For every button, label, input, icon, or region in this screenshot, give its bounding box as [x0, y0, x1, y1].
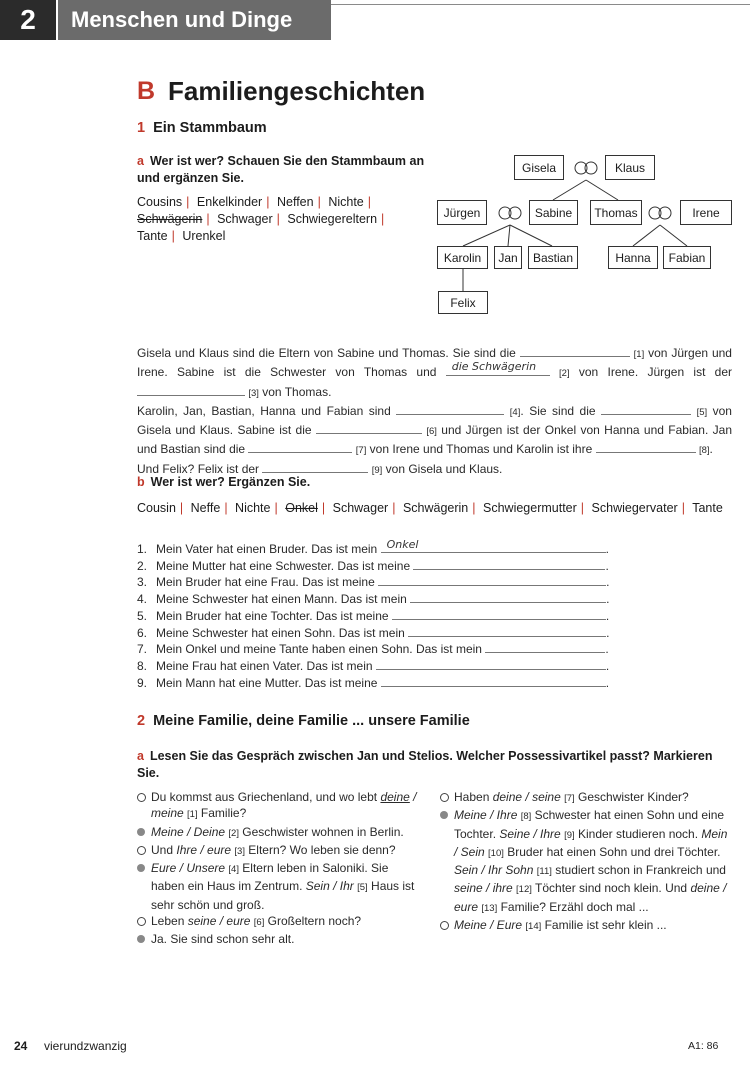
item-number: 5. [137, 608, 148, 623]
answer-line[interactable] [381, 538, 606, 553]
gap-number: [7] [355, 445, 367, 457]
item-text: Mein Mann hat eine Mutter. Das ist meine [156, 675, 381, 690]
task-text: Wer ist wer? Schauen Sie den Stammbaum an und ergänzen Sie. [137, 154, 425, 185]
word-bank-1a-word: Schwager [217, 212, 273, 226]
word-separator: | [367, 195, 371, 209]
text-segment: . [709, 442, 713, 457]
text-segment: . Sie sind die [520, 403, 596, 418]
tree-person-juergen: Jürgen [437, 200, 487, 225]
item-number: 2. [137, 558, 148, 573]
gap-1[interactable] [520, 344, 630, 357]
dialog-line [137, 860, 422, 913]
gap-number: [6] [426, 426, 437, 438]
item-period: . [605, 608, 610, 623]
exercise-item [137, 675, 609, 691]
speaker-open-circle-icon [137, 917, 146, 926]
gap-number: [9] [371, 464, 383, 476]
task-letter: b [137, 475, 145, 489]
gap-6[interactable] [316, 421, 422, 434]
text-segment: von Gisela und Klaus. [385, 461, 503, 476]
word-separator: | [179, 501, 184, 515]
text-segment: Karolin, Jan, Bastian, Hanna und Fabian sind [137, 403, 391, 418]
word-bank-1a-word: Urenkel [182, 229, 226, 243]
word-bank-1b-word: Nichte [235, 501, 271, 515]
answer-line[interactable] [485, 641, 605, 653]
exercise-item [137, 625, 609, 641]
item-text: Mein Bruder hat eine Tochter. Das ist meine [156, 608, 392, 623]
word-separator: | [224, 501, 228, 515]
answer-line[interactable] [381, 675, 606, 687]
word-separator: | [317, 195, 321, 209]
dialog-line [137, 789, 422, 824]
word-bank-1a-word: Schwiegereltern [287, 212, 378, 226]
text-segment: und Jürgen ist der Onkel von Hanna und Fabian. Jan und Bastian sind die [137, 423, 733, 457]
gap-number: [8] [698, 445, 710, 457]
item-period: . [606, 592, 610, 607]
word-bank-1a-word: Schwägerin [137, 212, 203, 226]
dialog-text: Leben seine / eure [6] Großeltern noch? [151, 914, 362, 929]
item-number: 9. [137, 675, 148, 690]
answer-line[interactable] [410, 591, 606, 603]
speaker-filled-circle-icon [440, 811, 448, 819]
exercise-item [137, 658, 609, 674]
speaker-filled-circle-icon [137, 864, 145, 872]
task-text: Wer ist wer? Ergänzen Sie. [150, 475, 311, 489]
handwritten-answer: Onkel [386, 538, 419, 551]
text-segment: von Jürgen und Irene. Sabine ist die Schwester von Thomas und [137, 346, 732, 380]
speaker-open-circle-icon [440, 921, 449, 930]
exercise-item [137, 558, 609, 574]
section-letter: B [137, 77, 156, 105]
gap-3[interactable] [137, 383, 245, 396]
task-1b-instruction [137, 474, 310, 491]
word-bank-1a-word: Tante [137, 229, 168, 243]
word-separator: | [681, 501, 685, 515]
gap-2[interactable] [446, 360, 550, 376]
dialog-text: Meine / Deine [2] Geschwister wohnen in Berlin. [151, 824, 404, 839]
dialog-column-right [440, 789, 732, 935]
item-period: . [605, 558, 609, 573]
page-number-word: vierundzwanzig [44, 1039, 127, 1053]
text-segment: Gisela und Klaus sind die Eltern von Sabine und Thomas. Sie sind die [137, 346, 516, 360]
dialog-text: Eure / Unsere [4] Eltern leben in Saloniki. Sie haben ein Haus im Zentrum. Sein / Ihr [5] Haus ist sehr schön und groß. [151, 861, 415, 912]
item-period: . [605, 642, 609, 657]
exercise-item [137, 641, 609, 657]
gap-number: [5] [696, 406, 708, 418]
gap-number: [1] [633, 349, 645, 360]
word-bank-1b-word: Cousin [137, 501, 176, 515]
answer-line[interactable] [413, 558, 605, 570]
item-period: . [606, 575, 610, 590]
answer-line[interactable] [392, 608, 606, 620]
tree-person-thomas: Thomas [590, 200, 642, 225]
tree-person-karolin: Karolin [437, 246, 488, 269]
item-period: . [605, 542, 609, 556]
task-2a-instruction [137, 748, 737, 782]
item-text: Meine Schwester hat einen Mann. Das ist mein [156, 592, 411, 607]
tree-person-irene: Irene [680, 200, 732, 225]
exercise-item [137, 608, 609, 624]
word-separator: | [321, 501, 326, 515]
word-bank-1a-word: Cousins [137, 195, 183, 209]
task-letter: a [137, 749, 144, 763]
exercise-item [137, 591, 609, 607]
word-separator: | [580, 501, 585, 515]
dialog-text: Und Ihre / eure [3] Eltern? Wo leben sie denn? [151, 842, 396, 857]
tree-person-bastian: Bastian [528, 246, 578, 269]
level-reference: A1: 86 [688, 1040, 719, 1052]
item-text: Mein Onkel und meine Tante haben einen Sohn. Das ist mein [156, 642, 486, 657]
word-separator: | [276, 212, 280, 226]
item-number: 3. [137, 575, 148, 590]
word-separator: | [206, 212, 210, 226]
dialog-text: Haben deine / seine [7] Geschwister Kinder? [454, 790, 689, 804]
dialog-text: Ja. Sie sind schon sehr alt. [151, 932, 295, 947]
word-separator: | [472, 501, 476, 515]
dialog-text: Meine / Ihre [8] Schwester hat einen Sohn und eine Tochter. Seine / Ihre [9] Kinder studieren noch. Mein / Sein [10] Bruder hat einen Sohn und drei Töchter. Sein / Ihr Sohn [11] studiert schon in Frankreich und seine / ihre [12] Töchter sind noch klein. Und deine / eure [13] Familie? Erzähl doch mal ... [454, 808, 728, 914]
word-separator: | [392, 501, 396, 515]
speaker-open-circle-icon [137, 846, 146, 855]
page-number: 24 [14, 1039, 28, 1053]
item-number: 7. [137, 642, 148, 657]
item-text: Mein Vater hat einen Bruder. Das ist mein [156, 542, 381, 556]
text-segment: von Irene und Thomas und Karolin ist ihre [369, 442, 593, 457]
word-bank-1b-word: Neffe [190, 501, 221, 515]
item-number: 6. [137, 625, 148, 640]
tree-person-klaus: Klaus [605, 155, 655, 180]
exercise-item [137, 574, 609, 590]
dialog-line [137, 931, 422, 947]
gap-4[interactable] [396, 402, 504, 415]
text-segment: Und Felix? Felix ist der [137, 461, 260, 476]
section-title: Familiengeschichten [168, 76, 426, 106]
answer-line[interactable] [408, 625, 606, 637]
gap-number: [2] [559, 368, 570, 380]
exercise-1-title: Ein Stammbaum [153, 120, 267, 136]
dialog-column-left [137, 789, 422, 948]
word-bank-1a-word: Enkelkinder [196, 195, 263, 209]
exercise-2-title: Meine Familie, deine Familie ... unsere Familie [153, 713, 470, 729]
tree-person-sabine: Sabine [529, 200, 578, 225]
word-separator: | [381, 212, 385, 226]
chapter-title: Menschen und Dinge [58, 0, 331, 40]
item-period: . [606, 625, 610, 640]
task-letter: a [137, 154, 144, 168]
dialog-text: Du kommst aus Griechenland, und wo lebt deine / meine [1] Familie? [151, 790, 417, 821]
gap-9[interactable] [262, 460, 368, 473]
handwritten-answer: die Schwägerin [451, 360, 537, 373]
speaker-filled-circle-icon [137, 935, 145, 943]
item-number: 4. [137, 592, 148, 607]
speaker-filled-circle-icon [137, 828, 145, 836]
word-bank-1b-word: Tante [692, 501, 723, 515]
word-bank-1b-word: Schwiegervater [591, 501, 678, 515]
word-separator: | [186, 195, 190, 209]
exercise-2-heading [137, 713, 470, 729]
dialog-line [440, 917, 732, 935]
item-number: 8. [137, 658, 148, 673]
task-text: Lesen Sie das Gespräch zwischen Jan und Stelios. Welcher Possessivartikel passt? Markieren Sie. [137, 749, 713, 780]
tree-person-fabian: Fabian [663, 246, 711, 269]
answer-line[interactable] [376, 658, 606, 670]
item-text: Meine Frau hat einen Vater. Das ist mein [156, 658, 376, 673]
item-text: Meine Schwester hat einen Sohn. Das ist mein [156, 625, 409, 640]
gap-number: [3] [248, 387, 259, 399]
gap-5[interactable] [601, 402, 691, 415]
gap-8[interactable] [596, 440, 696, 453]
word-bank-1b-word: Schwägerin [402, 501, 469, 515]
word-bank-1b-word: Onkel [285, 501, 318, 515]
dialog-line [137, 913, 422, 931]
tree-person-jan: Jan [494, 246, 522, 269]
speaker-open-circle-icon [440, 793, 449, 802]
chapter-number: 2 [0, 0, 56, 40]
text-segment: von Thomas. [262, 384, 332, 399]
dialog-line [137, 842, 422, 860]
word-bank-1a-word: Nichte [328, 195, 364, 209]
item-text: Meine Mutter hat eine Schwester. Das ist meine [156, 558, 414, 573]
tree-person-gisela: Gisela [514, 155, 564, 180]
gap-7[interactable] [248, 440, 352, 453]
dialog-line [440, 807, 732, 917]
word-bank-1b [137, 500, 737, 517]
item-text: Mein Bruder hat eine Frau. Das ist meine [156, 575, 379, 590]
exercise-item [137, 538, 609, 557]
item-number: 1. [137, 542, 148, 556]
answer-line[interactable] [378, 574, 606, 586]
dialog-line [440, 789, 732, 807]
text-segment: von Gisela und Klaus. Sabine ist die [137, 403, 732, 438]
word-bank-1b-word: Schwager [332, 501, 389, 515]
word-separator: | [274, 501, 278, 515]
exercise-2-number: 2 [137, 713, 146, 729]
word-separator: | [171, 229, 175, 243]
word-bank-1a-word: Neffen [276, 195, 314, 209]
gap-number: [4] [509, 406, 521, 418]
exercise-1-number: 1 [137, 120, 146, 136]
item-period: . [605, 675, 610, 690]
item-period: . [605, 658, 610, 673]
tree-person-felix: Felix [438, 291, 488, 314]
word-bank-1b-word: Schwiegermutter [483, 501, 577, 515]
tree-person-hanna: Hanna [608, 246, 658, 269]
gap-text-paragraph [137, 344, 732, 479]
dialog-text: Meine / Eure [14] Familie ist sehr klein ... [454, 918, 667, 933]
speaker-open-circle-icon [137, 793, 146, 802]
text-segment: von Irene. Jürgen ist der [578, 365, 733, 380]
dialog-line [137, 824, 422, 842]
word-separator: | [266, 195, 270, 209]
